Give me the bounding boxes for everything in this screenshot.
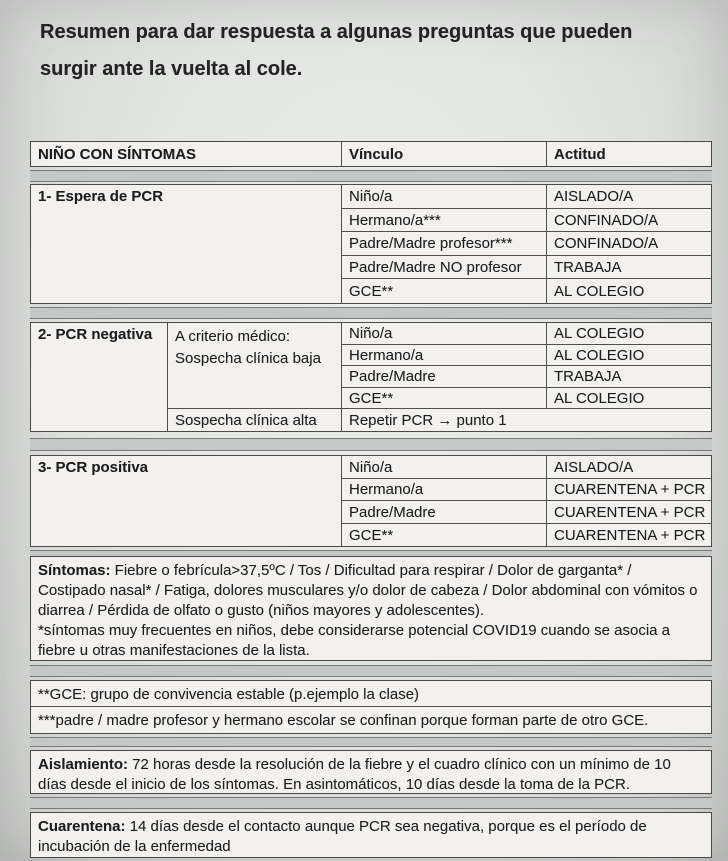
actitud-cell: CONFINADO/A bbox=[547, 232, 711, 256]
vinculo-cell: Padre/Madre NO profesor bbox=[342, 256, 547, 280]
separator-bar bbox=[30, 737, 712, 747]
separator-bar bbox=[30, 170, 712, 182]
vinculo-cell: Hermano/a bbox=[342, 479, 547, 502]
header-cell-nino-con-sintomas: NIÑO CON SÍNTOMAS bbox=[31, 142, 342, 166]
actitud-cell: AL COLEGIO bbox=[547, 388, 711, 410]
confinan-note: ***padre / madre profesor y hermano escolar se confinan porque forman parte de otro GCE. bbox=[38, 712, 649, 729]
section-label: 3- PCR positiva bbox=[31, 456, 342, 546]
header-cell-actitud: Actitud bbox=[554, 146, 606, 163]
sintomas-note bbox=[30, 556, 712, 661]
actitud-cell: CONFINADO/A bbox=[547, 209, 711, 233]
criterio-line-1: A criterio médico: bbox=[175, 328, 291, 345]
sintomas-label: Síntomas: bbox=[38, 562, 111, 579]
vinculo-cell: Padre/Madre bbox=[342, 501, 547, 524]
criterio-medico-cell bbox=[168, 323, 342, 409]
actitud-cell: AL COLEGIO bbox=[547, 323, 711, 345]
vinculo-cell: Hermano/a*** bbox=[342, 209, 547, 233]
vinculo-cell: Padre/Madre profesor*** bbox=[342, 232, 547, 256]
actitud-cell: AISLADO/A bbox=[547, 185, 711, 209]
section-label: 1- Espera de PCR bbox=[31, 185, 342, 303]
separator-bar bbox=[30, 797, 712, 809]
vinculo-cell: Hermano/a bbox=[342, 345, 547, 367]
actitud-cell: CUARENTENA + PCR bbox=[547, 479, 711, 502]
actitud-cell: TRABAJA bbox=[547, 366, 711, 388]
cuarentena-note: Cuarentena: 14 días desde el contacto aunque PCR sea negativa, porque es el período de incubación de la enfermedad bbox=[30, 812, 712, 858]
vinculo-cell: Padre/Madre bbox=[342, 366, 547, 388]
vinculo-cell: Niño/a bbox=[342, 323, 547, 345]
sintomas-text: Síntomas: Fiebre o febrícula>37,5ºC / Tos / Dificultad para respirar / Dolor de garganta* / Costipado nasal* / Fatiga, dolores musculares y/o dolor de cabeza / Dolor abdominal con vómitos o diarrea / Pérdida de olfato o gusto (niños mayores y adolescentes). bbox=[38, 562, 698, 619]
gce-note: **GCE: grupo de convivencia estable (p.ejemplo la clase) bbox=[31, 681, 711, 707]
table-header-row bbox=[30, 141, 712, 167]
actitud-cell: AL COLEGIO bbox=[554, 283, 645, 301]
section-espera-de-pcr bbox=[30, 184, 712, 304]
actitud-cell: AL COLEGIO bbox=[547, 345, 711, 367]
sospecha-alta-cell: Sospecha clínica alta bbox=[168, 409, 342, 431]
section-pcr-negativa bbox=[30, 322, 712, 432]
actitud-cell: AISLADO/A bbox=[547, 456, 711, 479]
actitud-cell: CUARENTENA + PCR bbox=[547, 501, 711, 524]
criterio-line-2: Sospecha clínica baja bbox=[175, 350, 321, 367]
sintomas-footnote: *síntomas muy frecuentes en niños, debe considerarse potencial COVID19 cuando se asocia a fiebre u otras manifestaciones de la lista. bbox=[38, 622, 671, 659]
separator-bar bbox=[30, 438, 712, 451]
separator-bar bbox=[30, 665, 712, 677]
header-cell-vinculo: Vínculo bbox=[342, 142, 547, 166]
vinculo-cell: GCE** bbox=[342, 388, 547, 410]
gce-notes bbox=[30, 680, 712, 734]
cuarentena-label: Cuarentena: bbox=[38, 818, 126, 835]
repetir-pcr-cell: Repetir PCR → punto 1 bbox=[349, 412, 507, 430]
vinculo-cell: GCE** bbox=[342, 524, 547, 547]
aislamiento-note: Aislamiento: 72 horas desde la resolución de la fiebre y el cuadro clínico con un mínimo de 10 días desde el inicio de los síntomas. En asintomáticos, 10 días desde la toma de la PCR. bbox=[30, 750, 712, 794]
separator-bar bbox=[30, 307, 712, 319]
vinculo-cell: Niño/a bbox=[342, 456, 547, 479]
page-title: Resumen para dar respuesta a algunas preguntas que pueden surgir ante la vuelta al cole. bbox=[40, 21, 633, 80]
section-label: 2- PCR negativa bbox=[31, 323, 168, 431]
actitud-cell: TRABAJA bbox=[547, 256, 711, 280]
vinculo-cell: GCE** bbox=[342, 279, 547, 303]
actitud-cell: CUARENTENA + PCR bbox=[554, 526, 706, 544]
section-pcr-positiva bbox=[30, 455, 712, 547]
aislamiento-label: Aislamiento: bbox=[38, 756, 129, 773]
vinculo-cell: Niño/a bbox=[342, 185, 547, 209]
